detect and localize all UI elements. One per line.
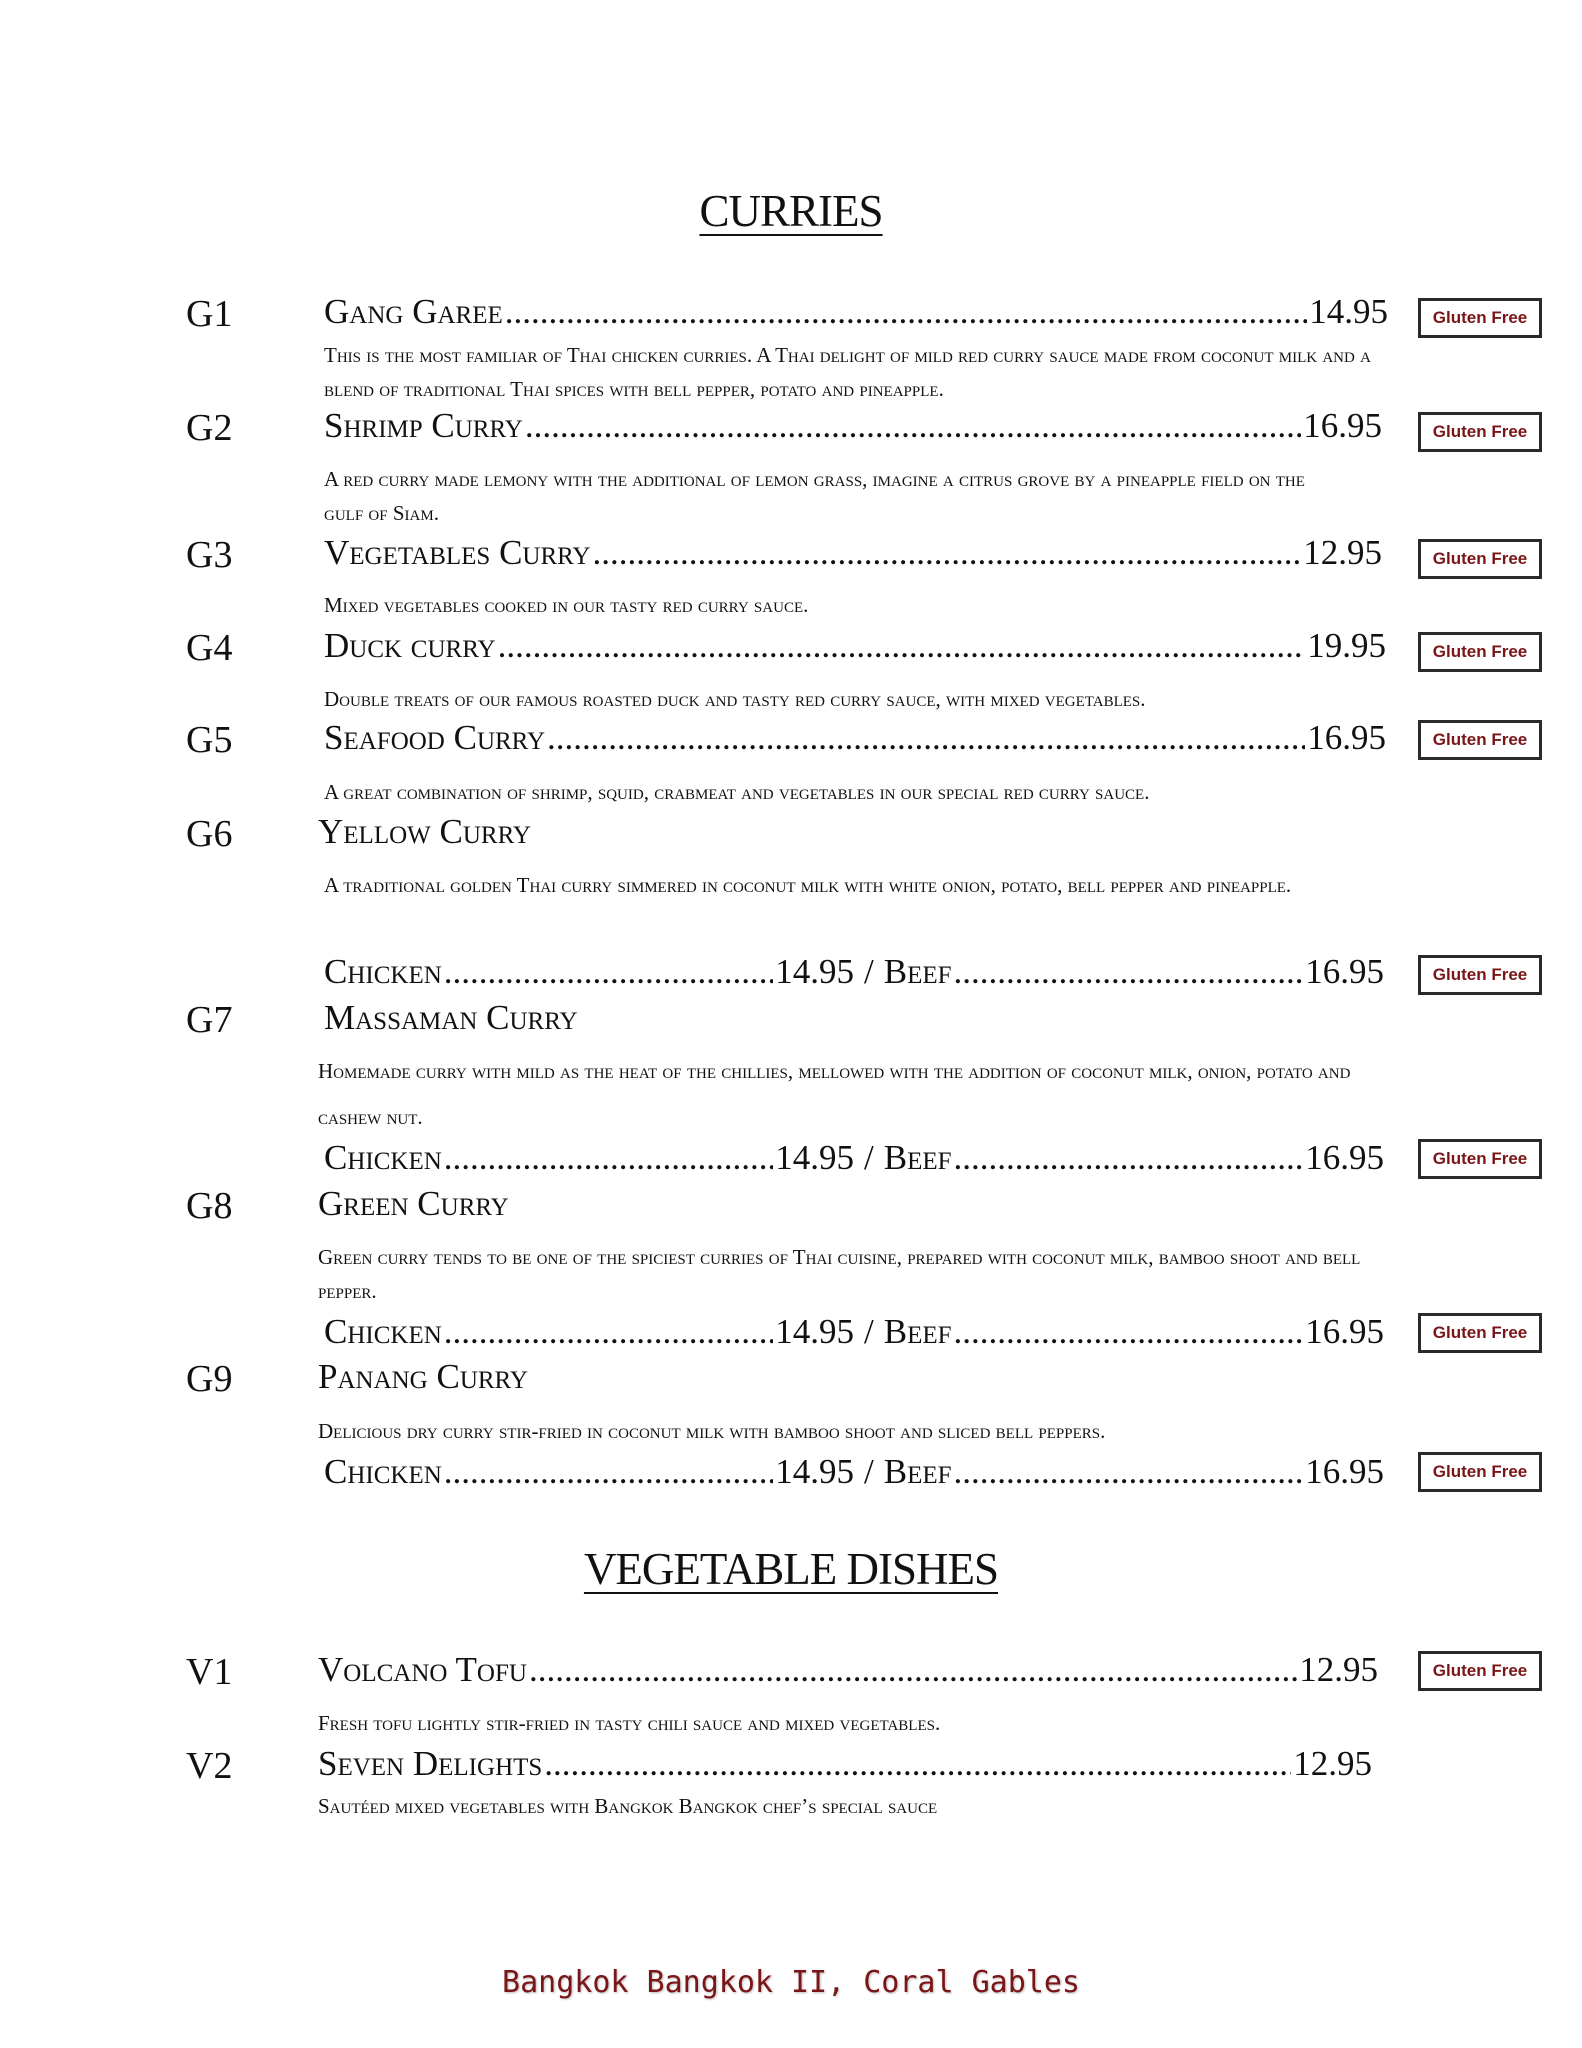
item-name: Yellow Curry xyxy=(318,812,531,851)
gluten-free-badge: Gluten Free xyxy=(1418,539,1542,579)
item-price: 19.95 xyxy=(1307,626,1386,665)
gluten-free-badge: Gluten Free xyxy=(1418,412,1542,452)
section-title-curries: CURRIES xyxy=(699,186,883,236)
item-description: Sautéed mixed vegetables with Bangkok Bangkok chef’s special sauce xyxy=(318,1794,938,1818)
beef-price: 16.95 xyxy=(1305,952,1384,991)
beef-label: Beef xyxy=(883,952,952,991)
item-code: G5 xyxy=(186,719,233,761)
item-description: Mixed vegetables cooked in our tasty red curry sauce. xyxy=(324,593,809,617)
chicken-price: 14.95 xyxy=(775,1138,854,1177)
item-code: G6 xyxy=(186,813,233,855)
item-description: Double treats of our famous roasted duck and tasty red curry sauce, with mixed vegetables. xyxy=(324,687,1146,711)
dot-leader xyxy=(544,1744,1291,1784)
item-description: A traditional golden Thai curry simmered in coconut milk with white onion, potato, bell pepper and pineapple. xyxy=(324,873,1292,897)
item-code: G9 xyxy=(186,1358,233,1400)
item-code: G7 xyxy=(186,999,233,1041)
menu-item-duck-curry xyxy=(324,626,1386,670)
beef-price: 16.95 xyxy=(1305,1138,1384,1177)
item-name: Gang Garee xyxy=(324,292,503,331)
restaurant-footer: Bangkok Bangkok II, Coral Gables xyxy=(502,1965,1080,2000)
item-description: A red curry made lemony with the additional of lemon grass, imagine a citrus grove by a pineapple field on the gulf of Siam. xyxy=(324,467,1305,525)
chicken-price: 14.95 xyxy=(775,1452,854,1491)
gluten-free-badge: Gluten Free xyxy=(1418,1139,1542,1179)
dot-leader xyxy=(529,1650,1297,1690)
gluten-free-badge: Gluten Free xyxy=(1418,632,1542,672)
menu-item-seafood-curry xyxy=(324,718,1386,762)
gluten-free-badge: Gluten Free xyxy=(1418,1651,1542,1691)
item-code: G3 xyxy=(186,534,233,576)
item-description: A great combination of shrimp, squid, crabmeat and vegetables in our special red curry sauce. xyxy=(324,780,1150,804)
item-description: This is the most familiar of Thai chicken curries. A Thai delight of mild red curry sauce made from coconut milk and a blend of traditional Thai spices with bell pepper, potato and pineapple. xyxy=(324,343,1371,401)
dot-leader xyxy=(954,1312,1304,1352)
item-name: Panang Curry xyxy=(318,1357,528,1396)
separator: / xyxy=(864,952,874,991)
separator: / xyxy=(864,1452,874,1491)
price-options xyxy=(324,1138,1384,1182)
separator: / xyxy=(864,1312,874,1351)
dot-leader xyxy=(954,952,1304,992)
dot-leader xyxy=(444,952,773,992)
item-price: 16.95 xyxy=(1307,718,1386,757)
dot-leader xyxy=(444,1312,773,1352)
dot-leader xyxy=(954,1452,1304,1492)
price-options xyxy=(324,1452,1384,1496)
item-name: Seven Delights xyxy=(318,1744,543,1783)
item-price: 12.95 xyxy=(1303,533,1382,572)
chicken-label: Chicken xyxy=(324,1138,442,1177)
beef-label: Beef xyxy=(883,1312,952,1351)
gluten-free-badge: Gluten Free xyxy=(1418,298,1542,338)
dot-leader xyxy=(444,1452,773,1492)
price-options xyxy=(324,952,1384,996)
dot-leader xyxy=(547,718,1305,758)
dot-leader xyxy=(505,292,1308,332)
item-name: Seafood Curry xyxy=(324,718,546,757)
item-description: Fresh tofu lightly stir-fried in tasty chili sauce and mixed vegetables. xyxy=(318,1711,941,1735)
dot-leader xyxy=(444,1138,773,1178)
item-description: Green curry tends to be one of the spiciest curries of Thai cuisine, prepared with coconut milk, bamboo shoot and bell pepper. xyxy=(318,1245,1361,1303)
item-name: Shrimp Curry xyxy=(324,406,523,445)
item-code: V1 xyxy=(186,1651,233,1693)
dot-leader xyxy=(954,1138,1304,1178)
menu-item-vegetables-curry xyxy=(324,533,1382,577)
chicken-label: Chicken xyxy=(324,1312,442,1351)
item-code: V2 xyxy=(186,1745,233,1787)
item-name: Vegetables Curry xyxy=(324,533,591,572)
dot-leader xyxy=(593,533,1302,573)
item-description: Delicious dry curry stir-fried in coconut milk with bamboo shoot and sliced bell peppers. xyxy=(318,1419,1106,1443)
item-name: Volcano Tofu xyxy=(318,1650,527,1689)
item-code: G8 xyxy=(186,1185,233,1227)
gluten-free-badge: Gluten Free xyxy=(1418,955,1542,995)
item-price: 12.95 xyxy=(1293,1744,1372,1783)
chicken-price: 14.95 xyxy=(775,1312,854,1351)
item-code: G1 xyxy=(186,293,233,335)
chicken-label: Chicken xyxy=(324,952,442,991)
price-options xyxy=(324,1312,1384,1356)
item-description: Homemade curry with mild as the heat of the chillies, mellowed with the addition of coconut milk, onion, potato and cashew nut. xyxy=(318,1059,1351,1129)
menu-item-gang-garee xyxy=(324,292,1388,336)
beef-price: 16.95 xyxy=(1305,1452,1384,1491)
item-name: Massaman Curry xyxy=(324,998,578,1037)
beef-price: 16.95 xyxy=(1305,1312,1384,1351)
item-price: 14.95 xyxy=(1309,292,1388,331)
item-price: 16.95 xyxy=(1303,406,1382,445)
menu-item-volcano-tofu xyxy=(318,1650,1378,1694)
gluten-free-badge: Gluten Free xyxy=(1418,720,1542,760)
gluten-free-badge: Gluten Free xyxy=(1418,1452,1542,1492)
chicken-price: 14.95 xyxy=(775,952,854,991)
item-name: Duck curry xyxy=(324,626,496,665)
item-name: Green Curry xyxy=(318,1184,509,1223)
menu-item-shrimp-curry xyxy=(324,406,1382,450)
menu-item-seven-delights xyxy=(318,1744,1372,1788)
dot-leader xyxy=(525,406,1301,446)
item-price: 12.95 xyxy=(1299,1650,1378,1689)
separator: / xyxy=(864,1138,874,1177)
section-title-vegetable-dishes: VEGETABLE DISHES xyxy=(583,1544,999,1594)
dot-leader xyxy=(498,626,1306,666)
item-code: G2 xyxy=(186,407,233,449)
beef-label: Beef xyxy=(883,1452,952,1491)
item-code: G4 xyxy=(186,627,233,669)
beef-label: Beef xyxy=(883,1138,952,1177)
chicken-label: Chicken xyxy=(324,1452,442,1491)
gluten-free-badge: Gluten Free xyxy=(1418,1313,1542,1353)
